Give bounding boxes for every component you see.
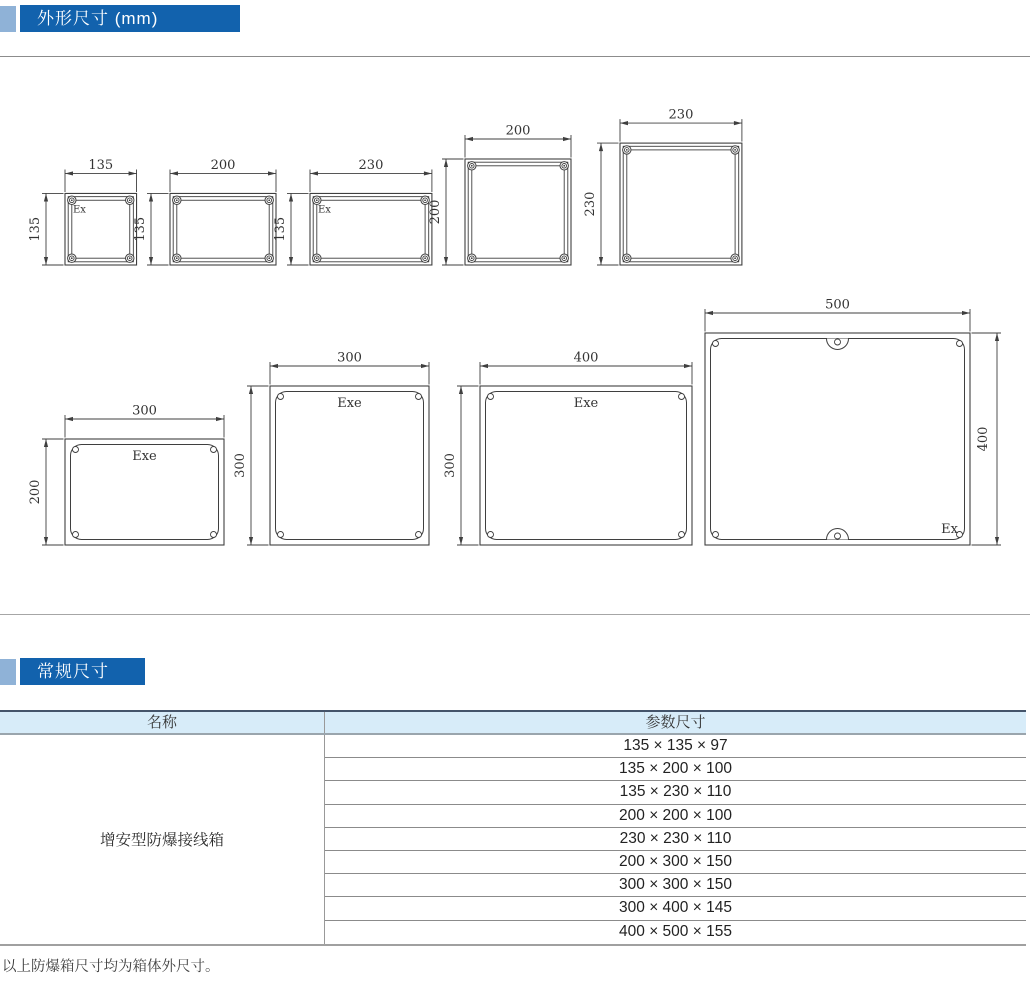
svg-text:Ex: Ex — [318, 204, 331, 216]
svg-text:300: 300 — [443, 453, 458, 478]
svg-text:300: 300 — [132, 403, 157, 419]
svg-text:200: 200 — [28, 479, 43, 505]
svg-text:200: 200 — [428, 199, 443, 225]
svg-text:Exe: Exe — [132, 449, 157, 464]
svg-text:Ex: Ex — [941, 522, 958, 537]
size-row-3: 135 × 230 × 110 — [325, 781, 1026, 804]
divider-line-middle — [0, 614, 1030, 615]
size-table — [0, 710, 1026, 946]
section-header-standard-sizes — [0, 658, 145, 685]
section-title-outline-dimensions: 外形尺寸 (mm) — [20, 5, 240, 32]
drawing-box-200x200 — [428, 124, 571, 266]
svg-text:400: 400 — [573, 350, 599, 366]
svg-text:400: 400 — [976, 426, 991, 452]
svg-text:135: 135 — [88, 157, 114, 173]
svg-text:230: 230 — [668, 107, 694, 123]
drawing-box-500x400 — [705, 298, 1001, 546]
size-row-2: 135 × 200 × 100 — [325, 758, 1026, 781]
size-row-8: 300 × 400 × 145 — [325, 897, 1026, 920]
svg-text:230: 230 — [583, 191, 598, 217]
accent-square-icon — [0, 6, 16, 32]
divider-line-top — [0, 56, 1030, 57]
drawing-box-300x200 — [28, 404, 224, 546]
svg-text:Exe: Exe — [573, 396, 599, 411]
column-header-name: 名称 — [0, 712, 325, 733]
drawing-box-300x300 — [233, 351, 429, 546]
drawing-box-230x230 — [583, 108, 742, 265]
product-name-cell: 增安型防爆接线箱 — [0, 735, 325, 944]
svg-text:230: 230 — [358, 157, 384, 173]
svg-text:135: 135 — [133, 216, 148, 242]
svg-text:Ex: Ex — [73, 204, 86, 216]
section-title-standard-sizes: 常规尺寸 — [20, 658, 145, 685]
accent-square-icon — [0, 659, 16, 685]
drawing-box-400x300 — [443, 351, 692, 546]
svg-text:200: 200 — [210, 157, 236, 173]
drawing-box-135x135 — [28, 158, 137, 265]
size-row-9: 400 × 500 × 155 — [619, 922, 732, 940]
drawing-box-230x135 — [273, 158, 432, 265]
footnote: 以上防爆箱尺寸均为箱体外尺寸。 — [2, 959, 220, 975]
drawing-box-200x135 — [133, 158, 276, 265]
size-row-1: 135 × 135 × 97 — [325, 735, 1026, 758]
svg-text:300: 300 — [233, 453, 248, 478]
junction-box-dimension-drawings — [0, 58, 1030, 610]
svg-text:300: 300 — [337, 350, 362, 366]
section-header-outline-dimensions — [0, 5, 240, 32]
column-header-size: 参数尺寸 — [645, 714, 706, 731]
size-row-7: 300 × 300 × 150 — [325, 874, 1026, 897]
svg-text:Exe: Exe — [337, 396, 362, 411]
size-rows — [325, 735, 1026, 944]
size-row-6: 200 × 300 × 150 — [325, 851, 1026, 874]
size-table-header-row — [0, 710, 1026, 735]
svg-text:135: 135 — [28, 216, 43, 242]
svg-text:500: 500 — [825, 297, 850, 313]
svg-text:200: 200 — [505, 123, 531, 139]
size-row-4: 200 × 200 × 100 — [325, 805, 1026, 828]
size-table-body — [0, 735, 1026, 944]
svg-text:135: 135 — [273, 216, 288, 242]
size-row-5: 230 × 230 × 110 — [325, 828, 1026, 851]
